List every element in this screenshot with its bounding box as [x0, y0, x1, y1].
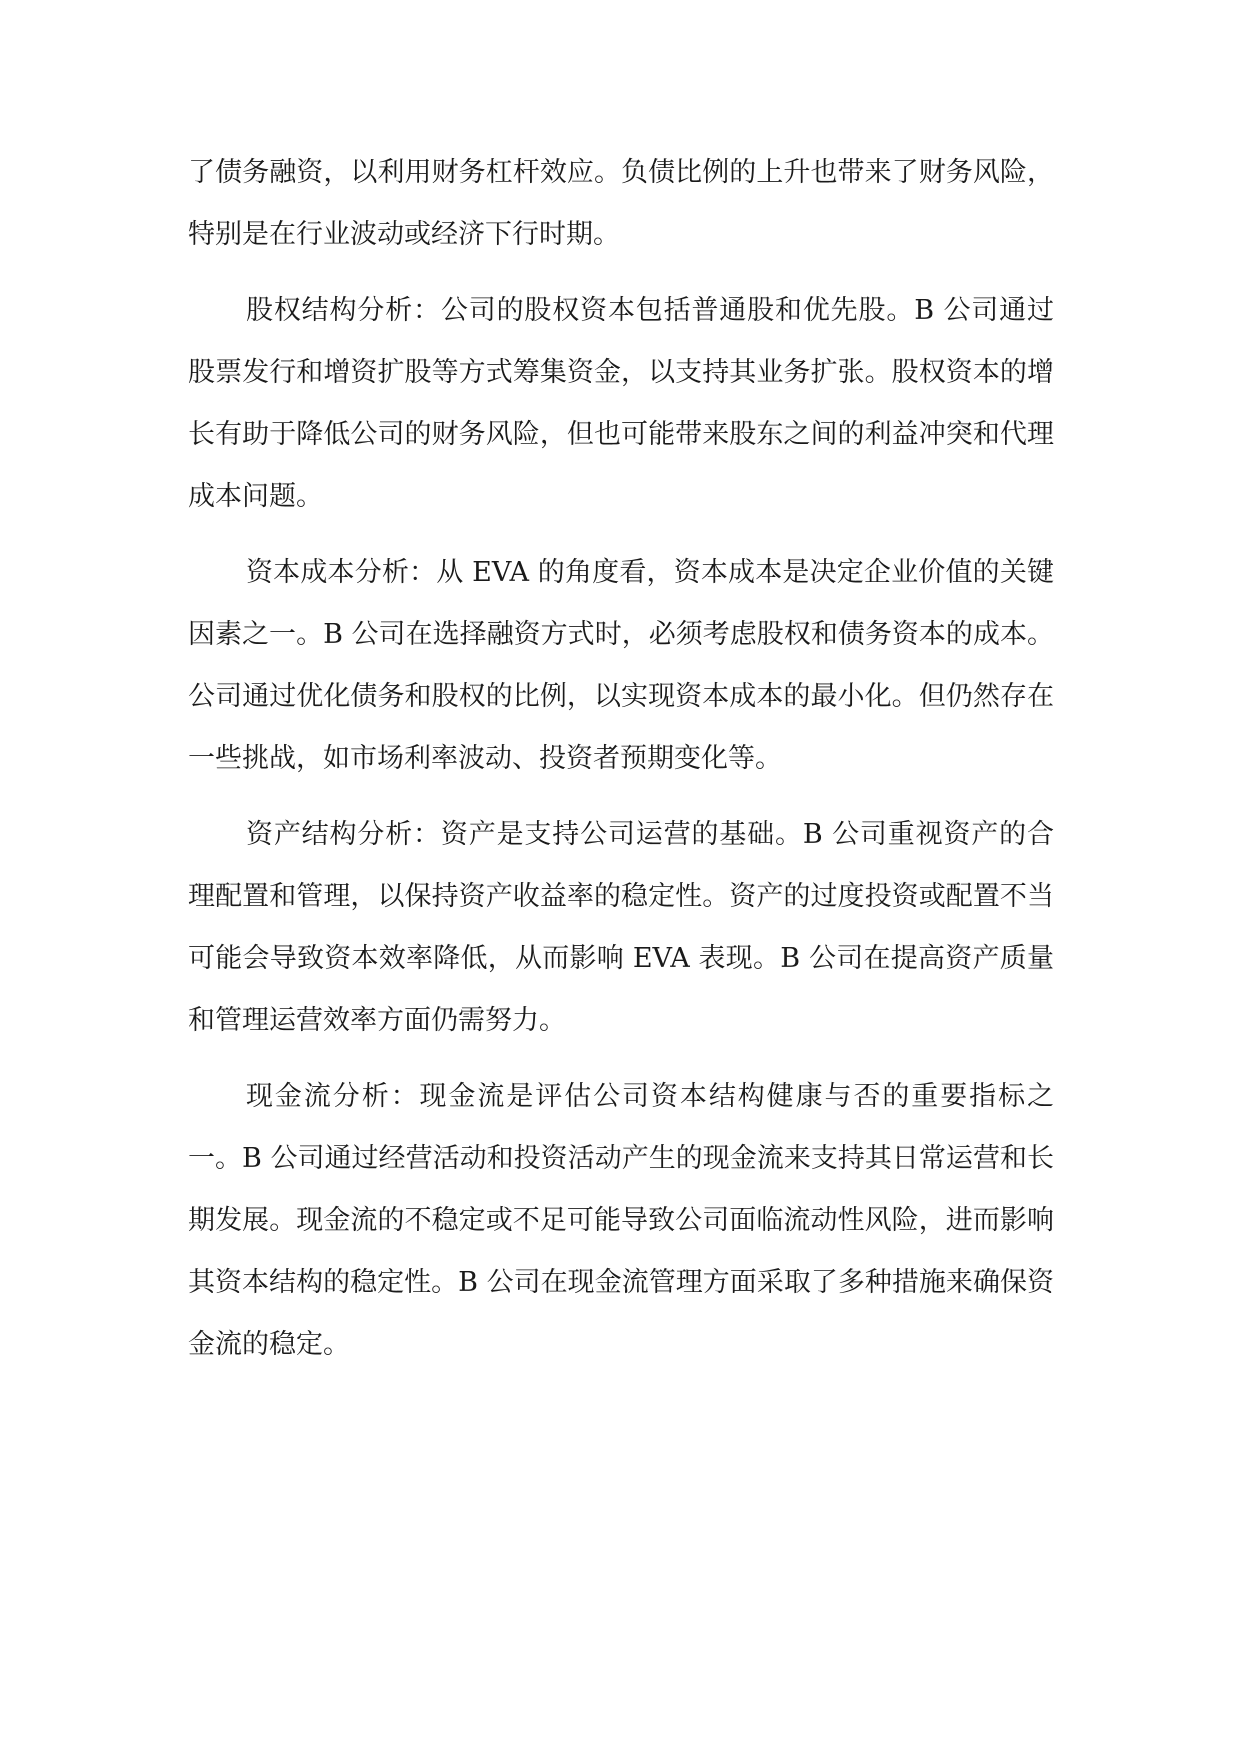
paragraph-debt-continuation: 了债务融资，以利用财务杠杆效应。负债比例的上升也带来了财务风险，特别是在行业波动或经济下行时期。 — [188, 157, 1054, 250]
paragraph-cost-of-capital: 资本成本分析：从 EVA 的角度看，资本成本是决定企业价值的关键因素之一。B 公司在选择融资方式时，必须考虑股权和债务资本的成本。公司通过优化债务和股权的比例，以实现资本成本的最小化。但仍然存在一些挑战，如市场利率波动、投资者预期变化等。 — [188, 557, 1054, 774]
paragraph-equity-structure: 股权结构分析：公司的股权资本包括普通股和优先股。B 公司通过股票发行和增资扩股等方式筹集资金，以支持其业务扩张。股权资本的增长有助于降低公司的财务风险，但也可能带来股东之间的利益冲突和代理成本问题。 — [188, 295, 1054, 512]
document-body — [188, 142, 1054, 1390]
paragraph-cash-flow: 现金流分析：现金流是评估公司资本结构健康与否的重要指标之一。B 公司通过经营活动和投资活动产生的现金流来支持其日常运营和长期发展。现金流的不稳定或不足可能导致公司面临流动性风险，进而影响其资本结构的稳定性。B 公司在现金流管理方面采取了多种措施来确保资金流的稳定。 — [188, 1081, 1054, 1360]
paragraph-asset-structure: 资产结构分析：资产是支持公司运营的基础。B 公司重视资产的合理配置和管理，以保持资产收益率的稳定性。资产的过度投资或配置不当可能会导致资本效率降低，从而影响 EVA 表现。B 公司在提高资产质量和管理运营效率方面仍需努力。 — [188, 819, 1054, 1036]
